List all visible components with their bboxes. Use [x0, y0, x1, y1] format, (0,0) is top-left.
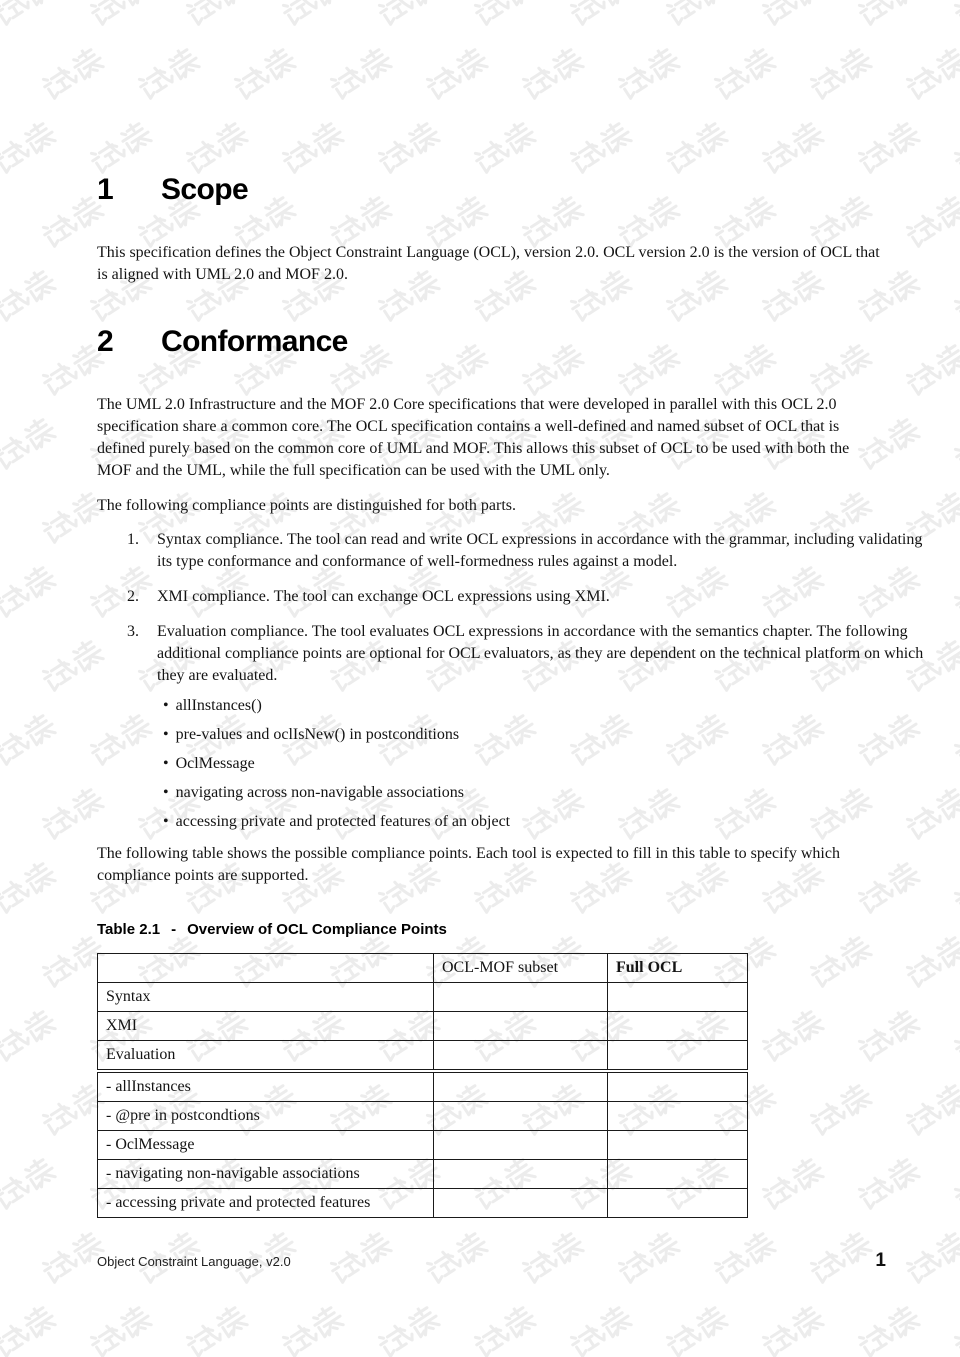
list-item-text: Evaluation compliance. The tool evaluates OCL expressions in accordance with the semantics chapter. The following additional compliance points are optional for OCL evaluators, as they are dependent on the technical platform on which they are evaluated. [157, 623, 924, 684]
bullet-icon: • [163, 784, 169, 801]
cell-ocl-mof [434, 983, 608, 1012]
bullet-text: pre-values and oclIsNew() in postconditions [175, 726, 460, 743]
section-title: Scope [161, 173, 249, 206]
cell-full-ocl [608, 1102, 748, 1131]
row-label: - allInstances [98, 1071, 434, 1102]
header-cell-blank [98, 954, 434, 983]
section-heading-scope [97, 174, 883, 206]
row-label: Syntax [98, 983, 434, 1012]
list-item-number: 3. [127, 623, 139, 640]
bullet-icon: • [163, 697, 169, 714]
row-label: - navigating non-navigable associations [98, 1160, 434, 1189]
list-item-text: Syntax compliance. The tool can read and write OCL expressions in accordance with the grammar, including validating its type conformance and conformance of well-formedness rules against a model. [157, 531, 923, 570]
row-label: - accessing private and protected features [98, 1189, 434, 1218]
cell-ocl-mof [434, 1189, 608, 1218]
bullet-item [163, 811, 883, 833]
table-row [98, 1041, 748, 1072]
footer-page-number: 1 [875, 1250, 886, 1271]
table-caption [97, 921, 883, 939]
cell-full-ocl [608, 1041, 748, 1072]
section-number: 1 [97, 173, 114, 206]
list-item-number: 1. [127, 531, 139, 548]
cell-ocl-mof [434, 1041, 608, 1072]
cell-full-ocl [608, 1160, 748, 1189]
bullet-text: accessing private and protected features of an object [175, 813, 511, 830]
cell-ocl-mof [434, 1160, 608, 1189]
cell-full-ocl [608, 1189, 748, 1218]
section-title: Conformance [161, 325, 348, 358]
optional-compliance-bullets [163, 695, 883, 833]
page-footer [97, 1250, 886, 1272]
table-intro-paragraph: The following table shows the possible compliance points. Each tool is expected to fill in this table to specify which compliance points are supported. [97, 845, 840, 884]
conformance-intro-paragraph: The UML 2.0 Infrastructure and the MOF 2.0 Core specifications that were developed in parallel with this OCL 2.0 specification share a common core. The OCL specification contains a well-defined and named subset of OCL that is defined purely based on the common core of UML and MOF. This allows this subset of OCL to be used with both the MOF and the UML, while the full specification can be used with the UML only. [97, 396, 850, 479]
bullet-item [163, 695, 883, 717]
cell-full-ocl [608, 1071, 748, 1102]
cell-ocl-mof [434, 1131, 608, 1160]
section-number: 2 [97, 325, 114, 358]
cell-ocl-mof [434, 1012, 608, 1041]
bullet-text: OclMessage [175, 755, 255, 772]
list-item [127, 586, 883, 608]
bullet-text: navigating across non-navigable associations [175, 784, 464, 801]
bullet-item [163, 753, 883, 775]
section-heading-conformance [97, 326, 883, 358]
header-cell-full-ocl: Full OCL [608, 954, 748, 983]
scope-paragraph: This specification defines the Object Constraint Language (OCL), version 2.0. OCL version 2.0 is the version of OCL that is aligned with UML 2.0 and MOF 2.0. [97, 244, 880, 283]
table-row [98, 1102, 748, 1131]
footer-doc-title: Object Constraint Language, v2.0 [97, 1254, 291, 1269]
list-item-text: XMI compliance. The tool can exchange OCL expressions using XMI. [157, 588, 610, 605]
table-row [98, 1189, 748, 1218]
table-row [98, 1071, 748, 1102]
cell-full-ocl [608, 983, 748, 1012]
bullet-item [163, 724, 883, 746]
header-cell-ocl-mof: OCL-MOF subset [434, 954, 608, 983]
cell-ocl-mof [434, 1071, 608, 1102]
cell-full-ocl [608, 1131, 748, 1160]
table-row [98, 1160, 748, 1189]
table-row [98, 1131, 748, 1160]
table-header-row [98, 954, 748, 983]
compliance-points-intro: The following compliance points are distinguished for both parts. [97, 497, 517, 514]
cell-full-ocl [608, 1012, 748, 1041]
row-label: Evaluation [98, 1041, 434, 1072]
table-row [98, 983, 748, 1012]
list-item [127, 621, 924, 687]
row-label: XMI [98, 1012, 434, 1041]
row-label: - @pre in postcondtions [98, 1102, 434, 1131]
bullet-item [163, 782, 883, 804]
bullet-icon: • [163, 755, 169, 772]
compliance-table [97, 953, 748, 1218]
table-caption-separator: - [171, 921, 177, 938]
cell-ocl-mof [434, 1102, 608, 1131]
bullet-icon: • [163, 813, 169, 830]
table-caption-label: Table 2.1 [97, 921, 161, 938]
list-item [127, 529, 923, 573]
bullet-icon: • [163, 726, 169, 743]
bullet-text: allInstances() [175, 697, 262, 714]
table-row [98, 1012, 748, 1041]
table-caption-title: Overview of OCL Compliance Points [187, 921, 447, 938]
compliance-points-list [97, 529, 924, 687]
list-item-number: 2. [127, 588, 139, 605]
row-label: - OclMessage [98, 1131, 434, 1160]
